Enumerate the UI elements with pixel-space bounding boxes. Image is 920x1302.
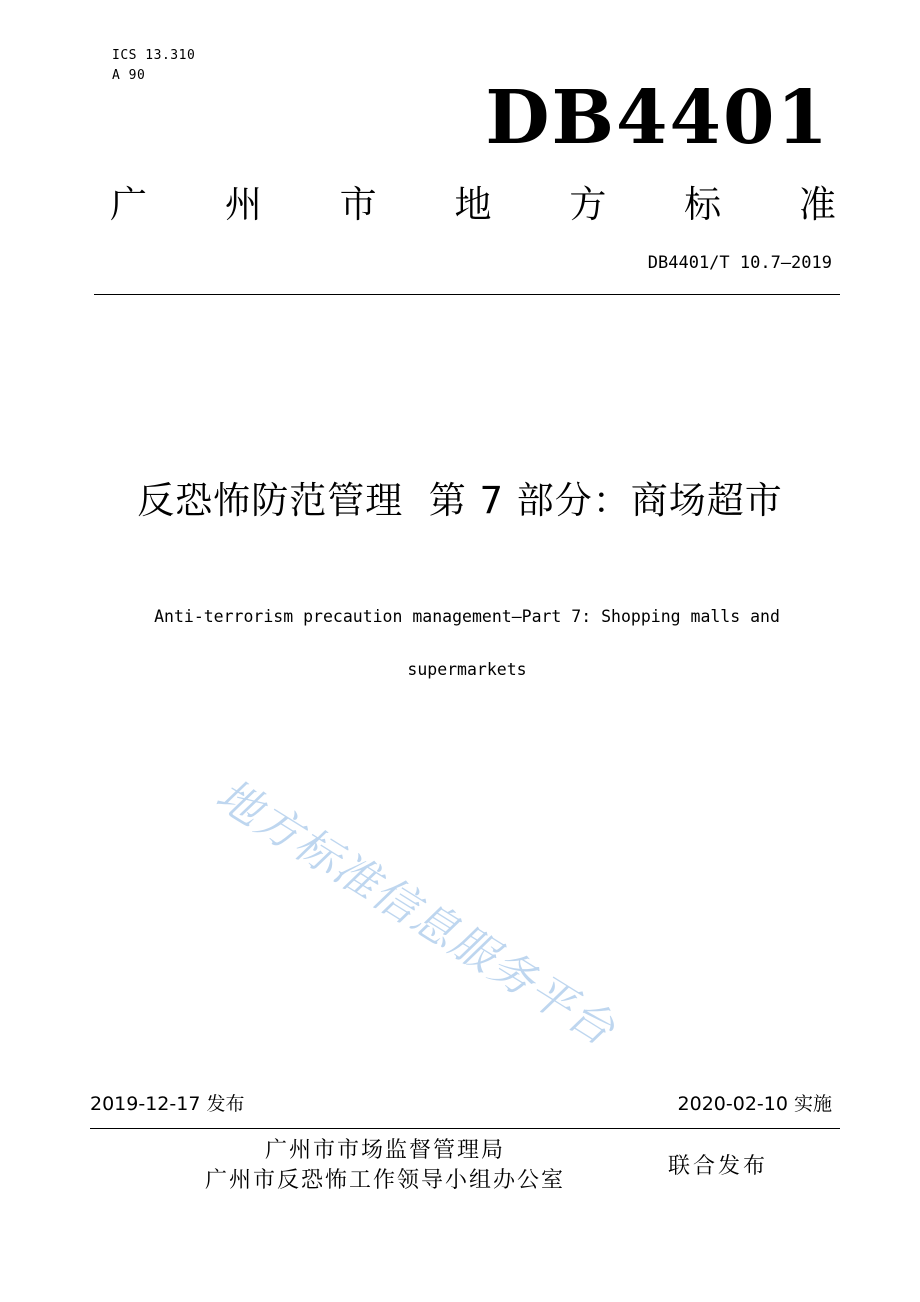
classification-codes (112, 46, 195, 86)
issuer-name: 广州市市场监督管理局 (264, 1138, 505, 1163)
title-chinese: 反恐怖防范管理 第 7 部分：商场超市 (137, 479, 783, 522)
standard-type-char: 地 (454, 183, 492, 226)
issuer-name: 广州市反恐怖工作领导小组办公室 (204, 1168, 565, 1193)
standard-type-char: 广 (110, 183, 147, 226)
standard-type-char: 准 (798, 183, 836, 226)
standard-type-char: 州 (224, 183, 262, 226)
ics-code: ICS 13.310 (112, 48, 196, 63)
issuing-authorities (150, 1136, 620, 1196)
implementation-date: 2020-02-10 实施 (677, 1093, 832, 1115)
standard-number: DB4401/T 10.7—2019 (647, 253, 832, 273)
standard-type (110, 180, 836, 230)
issue-date: 2019-12-17 发布 (90, 1093, 245, 1115)
ccs-code: A 90 (112, 68, 146, 83)
standard-type-char: 市 (339, 183, 377, 226)
header-divider (94, 294, 840, 295)
title-english-line: supermarkets (407, 660, 527, 679)
joint-issue-label: 联合发布 (668, 1154, 769, 1179)
footer-divider (90, 1128, 840, 1129)
watermark: 地方标准信息服务平台 (207, 769, 625, 1057)
standard-type-char: 方 (569, 183, 607, 226)
title-english-line: Anti-terrorism precaution management—Part 7: Shopping malls and (154, 607, 780, 626)
standard-type-char: 标 (684, 183, 722, 226)
standard-code: DB4401 (485, 75, 830, 161)
title-english (80, 590, 854, 696)
